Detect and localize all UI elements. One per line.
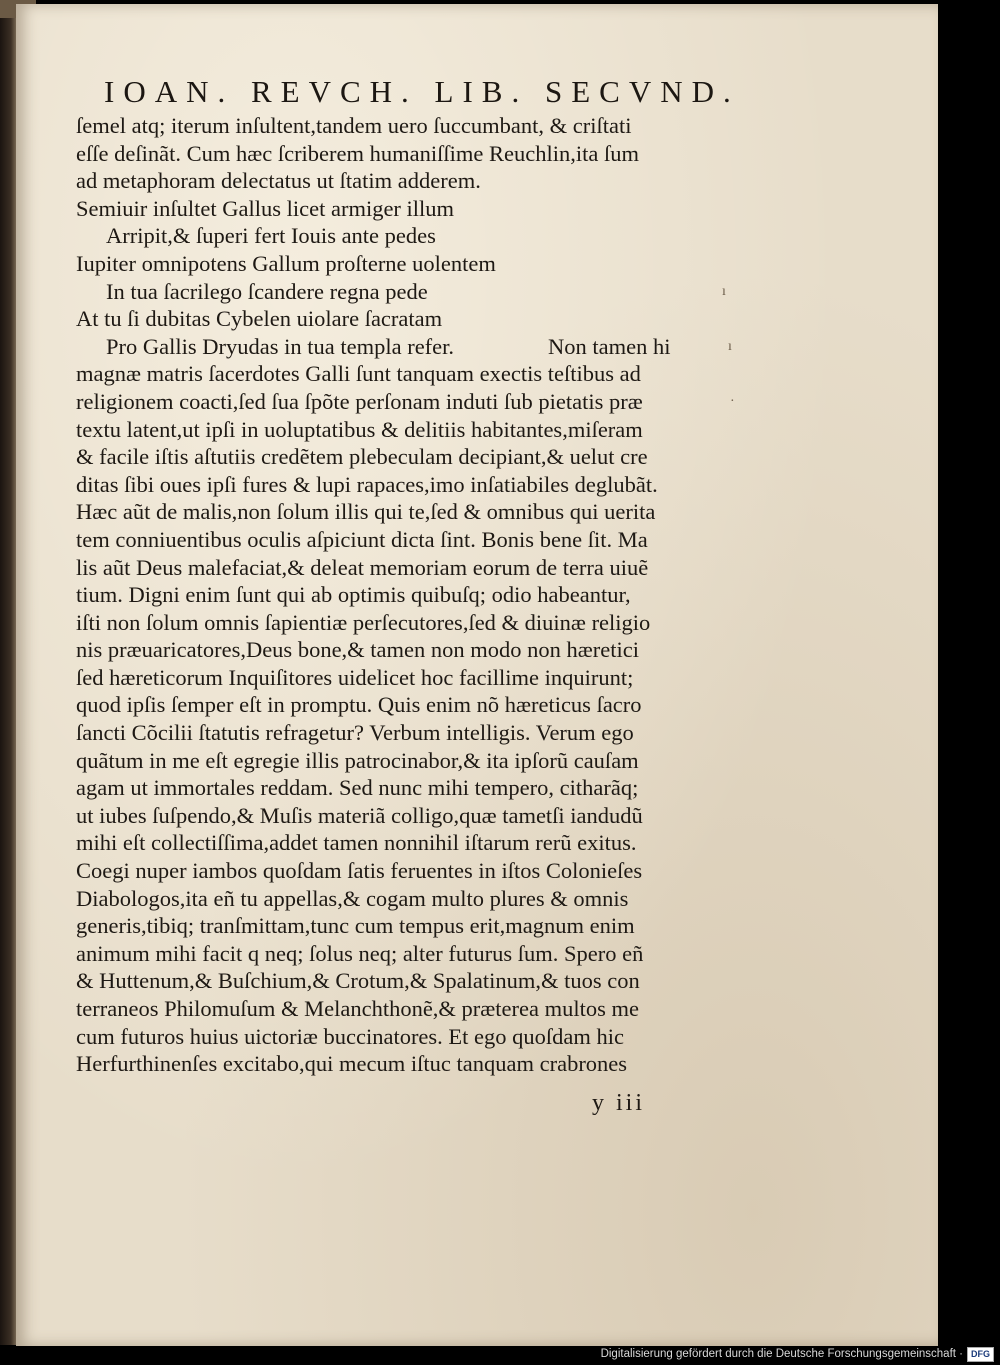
line-text: Coegi nuper iambos quoſdam ſatis feruentes in iſtos Colonieſes [76, 858, 643, 884]
text-line [76, 222, 726, 250]
text-line [76, 250, 726, 278]
text-line [76, 967, 726, 995]
line-text: & facile iſtis aſtutiis credẽtem plebeculam decipiant,& uelut cre [76, 444, 648, 470]
line-text: Herfurthinenſes excitabo,qui mecum iſtuc tanquam crabrones [76, 1051, 628, 1077]
margin-mark: · [730, 394, 735, 409]
text-line [76, 885, 726, 913]
line-text: nis præuaricatores,Deus bone,& tamen non modo non hæretici [76, 637, 640, 663]
text-line [76, 636, 726, 664]
text-line [76, 857, 726, 885]
text-line [76, 1050, 726, 1078]
text-line [76, 333, 726, 361]
text-line [76, 360, 726, 388]
line-text: tem conniuentibus oculis aſpiciunt dicta ſint. Bonis bene ſit. Ma [76, 526, 648, 552]
signature-mark: y iii [592, 1090, 646, 1116]
text-line [76, 112, 726, 140]
line-text: ad metaphoram delectatus ut ſtatim adderem. [76, 168, 481, 194]
line-text: ſed hæreticorum Inquiſitores uidelicet hoc facillime inquirunt; [76, 664, 634, 690]
text-block [76, 112, 726, 1078]
text-line [76, 912, 726, 940]
text-line [76, 471, 726, 499]
line-text: quod ipſis ſemper eſt in promptu. Quis enim nõ hæreticus ſacro [76, 692, 642, 718]
line-text: religionem coacti,ſed ſua ſpõte perſonam induti ſub pietatis præ [76, 388, 643, 414]
text-line [76, 1023, 726, 1051]
line-text: iſti non ſolum omnis ſapientiæ perſecutores,ſed & diuinæ religio [76, 609, 651, 635]
text-line [76, 829, 726, 857]
line-text: agam ut immortales reddam. Sed nunc mihi tempero, citharãq; [76, 775, 639, 801]
running-head: IOAN. REVCH. LIB. SECVND. [104, 74, 740, 109]
book-page [16, 4, 938, 1346]
line-text: animum mihi facit q neq; ſolus neq; alter futurus ſum. Spero eñ [76, 940, 644, 966]
line-tail-text: Non tamen hi [548, 333, 671, 359]
line-text: Semiuir inſultet Gallus licet armiger illum [76, 195, 455, 221]
line-text: magnæ matris ſacerdotes Galli ſunt tanquam exectis teſtibus ad [76, 361, 641, 387]
line-text: Diabologos,ita eñ tu appellas,& cogam multo plures & omnis [76, 885, 629, 911]
line-text: generis,tibiq; tranſmittam,tunc cum tempus erit,magnum enim [76, 913, 635, 939]
text-line [76, 747, 726, 775]
text-line [76, 719, 726, 747]
text-line [76, 526, 726, 554]
footer-bar [601, 1345, 994, 1363]
footer-credit: Digitalisierung gefördert durch die Deutsche Forschungsgemeinschaft · [600, 1348, 963, 1360]
text-line [76, 195, 726, 223]
text-line [76, 140, 726, 168]
text-line [76, 167, 726, 195]
text-line [76, 416, 726, 444]
line-text: In tua ſacrilego ſcandere regna pede [106, 278, 428, 304]
text-line [76, 443, 726, 471]
text-line [76, 774, 726, 802]
line-text: & Huttenum,& Buſchium,& Crotum,& Spalatinum,& tuos con [76, 968, 640, 994]
line-text: ſancti Cõcilii ſtatutis refragetur? Verbum intelligis. Verum ego [76, 720, 634, 746]
text-line [76, 388, 726, 416]
line-text: textu latent,ut ipſi in uoluptatibus & delitiis habitantes,miſeram [76, 416, 643, 442]
line-text: ſemel atq; iterum inſultent,tandem uero ſuccumbant, & criſtati [76, 113, 632, 138]
line-text: At tu ſi dubitas Cybelen uiolare ſacratam [76, 306, 443, 332]
line-text: Pro Gallis Dryudas in tua templa refer. [106, 333, 455, 359]
line-text: mihi eſt collectiſſima,addet tamen nonnihil iſtarum rerũ exitus. [76, 830, 637, 856]
text-line [76, 554, 726, 582]
text-line [76, 581, 726, 609]
text-line [76, 940, 726, 968]
text-line [76, 802, 726, 830]
line-text: lis aũt Deus malefaciat,& deleat memoriam eorum de terra uiuẽ [76, 554, 649, 580]
text-line [76, 498, 726, 526]
text-line [76, 995, 726, 1023]
margin-mark: ı [728, 339, 732, 354]
line-text: Arripit,& ſuperi fert Iouis ante pedes [106, 223, 436, 249]
line-text: terraneos Philomuſum & Melanchthonẽ,& præterea multos me [76, 996, 640, 1021]
margin-mark: ı [722, 284, 726, 299]
line-text: ut iubes ſuſpendo,& Muſis materiã colligo,quæ tametſi iandudũ [76, 802, 643, 828]
dfg-logo: DFG [967, 1347, 994, 1362]
line-text: quãtum in me eſt egregie illis patrocinabor,& ita ipſorũ cauſam [76, 747, 639, 773]
text-line [76, 691, 726, 719]
line-text: Hæc aũt de malis,non ſolum illis qui te,ſed & omnibus qui uerita [76, 499, 656, 525]
line-text: cum futuros huius uictoriæ buccinatores. Et ego quoſdam hic [76, 1023, 625, 1049]
text-line [76, 609, 726, 637]
text-line [76, 278, 726, 306]
line-text: eſſe deſinãt. Cum hæc ſcriberem humaniſſime Reuchlin,ita ſum [76, 140, 639, 166]
text-line [76, 305, 726, 333]
line-text: ditas ſibi oues ipſi fures & lupi rapaces,imo inſatiabiles deglubãt. [76, 471, 658, 497]
line-text: Iupiter omnipotens Gallum proſterne uolentem [76, 250, 496, 276]
line-text: tium. Digni enim ſunt qui ab optimis quibuſq; odio habeantur, [76, 582, 631, 608]
text-line [76, 664, 726, 692]
